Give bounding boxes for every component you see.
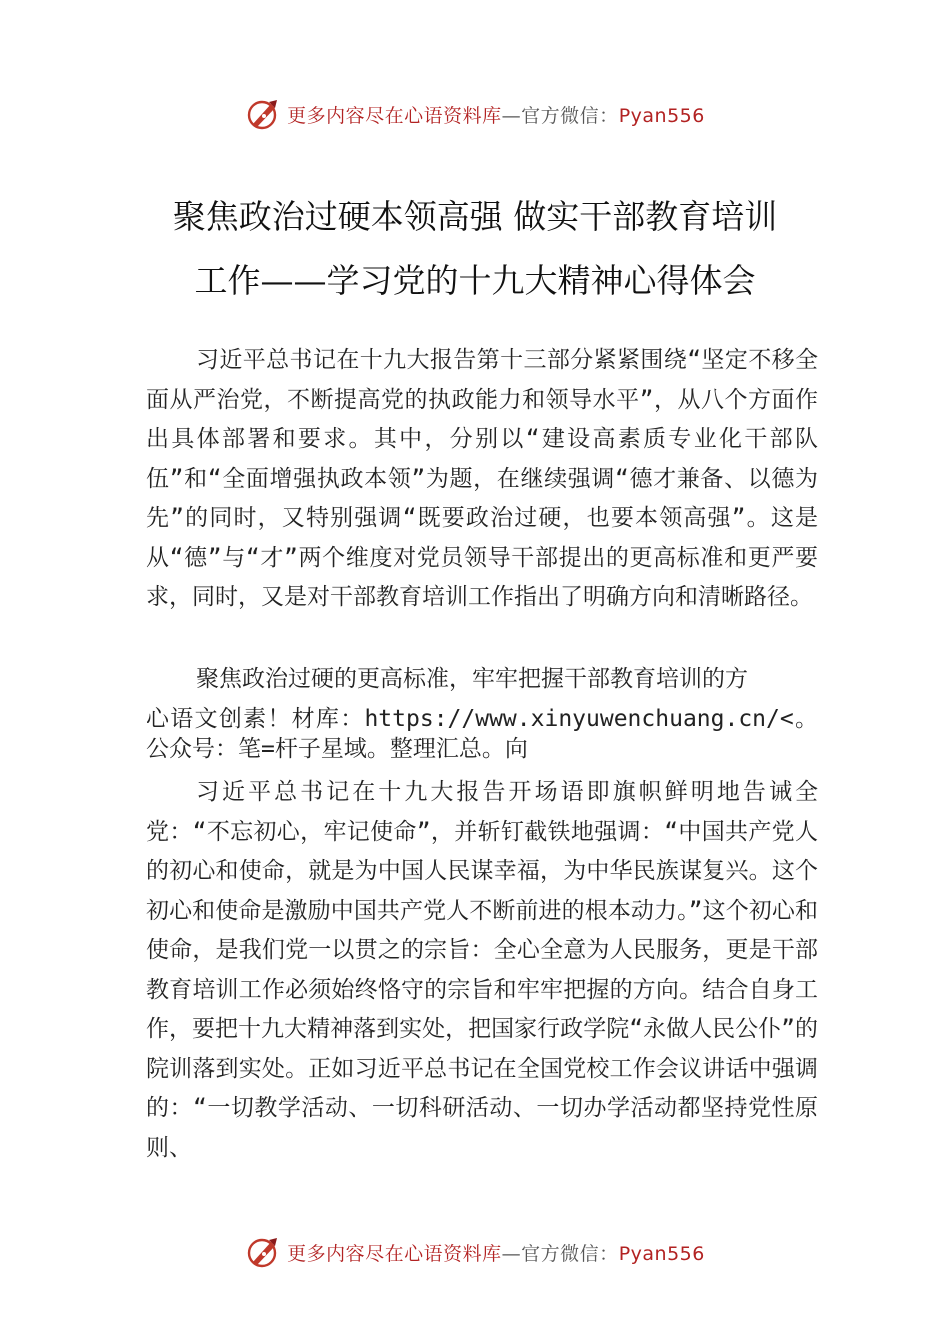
paragraph-1: 习近平总书记在十九大报告第十三部分紧紧围绕“坚定不移全面从严治党，不断提高党的执政能力和领导水平”，从八个方面作出具体部署和要求。其中，分别以“建设高素质专业化干部队伍”和“全面增强执政本领”为题，在继续强调“德才兼备、以德为先”的同时，又特别强调“既要政治过硬，也要本领高强”。这是从“德”与“才”两个维度对党员领导干部提出的更高标准和更严要求，同时，又是对干部教育培训工作指出了明确方向和清晰路径。 [146,347,818,610]
banner-dash: — [501,104,522,127]
pen-nib-logo-icon [245,96,281,132]
document-title [120,185,830,313]
title-line-2: 工作——学习党的十九大精神心得体会 [194,261,756,300]
banner-dash: — [501,1242,522,1265]
header-banner [0,92,950,136]
banner-text [287,1239,705,1266]
paragraph-2: 聚焦政治过硬的更高标准，牢牢把握干部教育培训的方 [196,666,748,692]
banner-site-name: 更多内容尽在心语资料库 [287,104,502,127]
banner-wechat-id: Pyan556 [618,104,705,127]
paragraph-3-watermark-note: 心语文创素！材库：https://www.xinyuwenchuang.cn/<。公众号：笔=杆子星域。整理汇总。向 [146,706,818,762]
banner-wechat-id: Pyan556 [618,1242,705,1265]
footer-banner [0,1230,950,1274]
paragraph-4: 习近平总书记在十九大报告开场语即旗帜鲜明地告诫全党：“不忘初心，牢记使命”，并斩钉截铁地强调：“中国共产党人的初心和使命，就是为中国人民谋幸福，为中华民族谋复兴。这个初心和使命是激励中国共产党人不断前进的根本动力。”这个初心和使命，是我们党一以贯之的宗旨：全心全意为人民服务，更是干部教育培训工作必须始终恪守的宗旨和牢牢把握的方向。结合自身工作，要把十九大精神落到实处，把国家行政学院“永做人民公仆”的院训落到实处。正如习近平总书记在全国党校工作会议讲话中强调的：“一切教学活动、一切科研活动、一切办学活动都坚持党性原则、 [146,779,818,1161]
banner-wechat-label: 官方微信： [521,1242,619,1265]
banner-text [287,101,705,128]
banner-site-name: 更多内容尽在心语资料库 [287,1242,502,1265]
title-line-1: 聚焦政治过硬本领高强 做实干部教育培训 [172,197,778,236]
pen-nib-logo-icon [245,1234,281,1270]
banner-wechat-label: 官方微信： [521,104,619,127]
